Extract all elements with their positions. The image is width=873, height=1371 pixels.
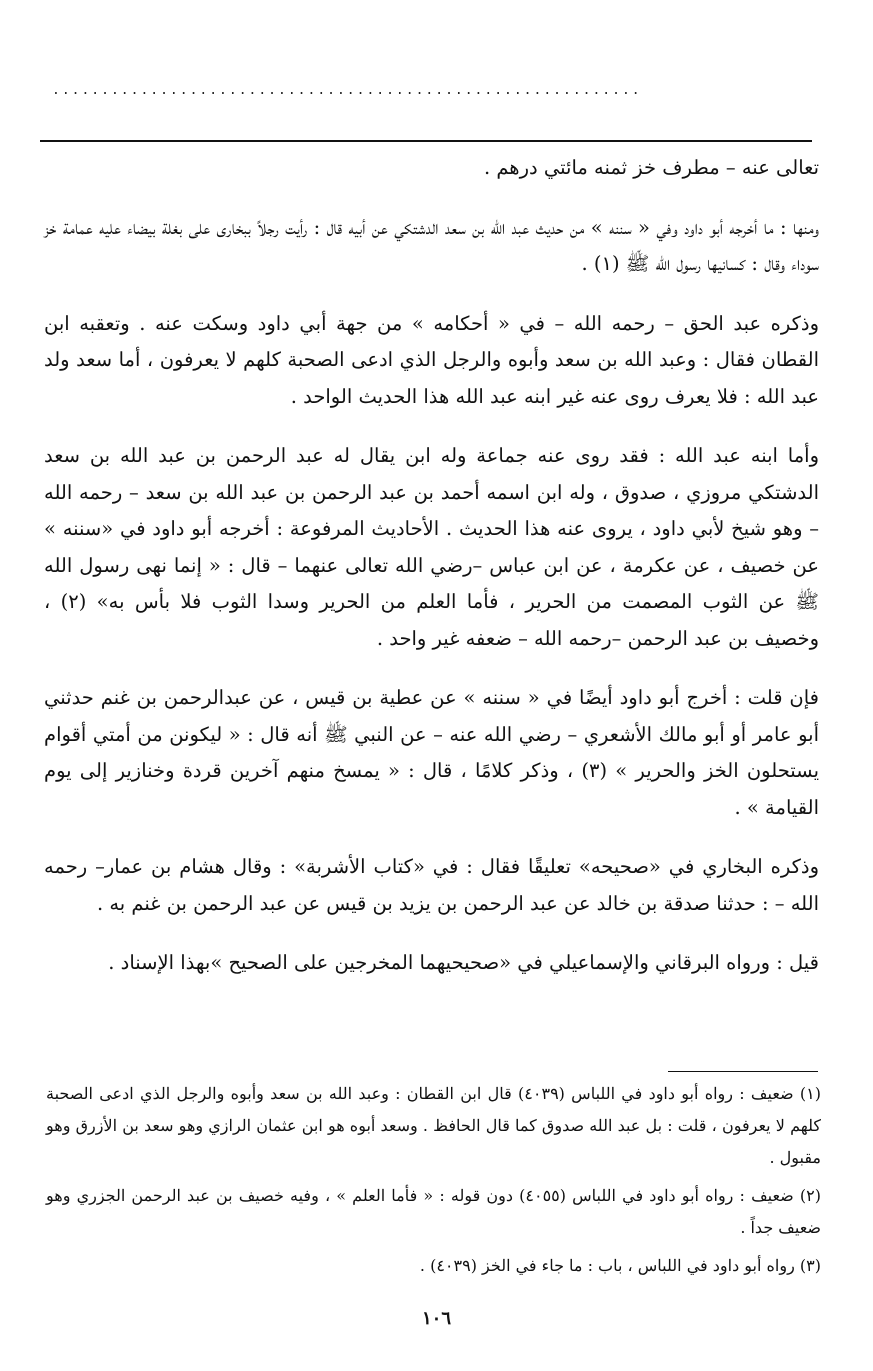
- paragraph-7: قيل : ورواه البرقاني والإسماعيلي في «صحيحيهما المخرجين على الصحيح »بهذا الإسناد .: [108, 951, 819, 974]
- main-text: [44, 150, 819, 1005]
- paragraph-1: تعالى عنه – مطرف خز ثمنه مائتي درهم .: [483, 156, 819, 179]
- header-dotted-line: ............................................................: [52, 83, 642, 98]
- page-number: ١٠٦: [421, 1308, 451, 1329]
- paragraph-2: ومنها : ما أخرجه أبو داود وفي « سننه » من حديث عبد الله بن سعد الدشتكي عن أبيه قال : رأيت رجلاً ببخارى على بغلة بيضاء عليه عمامة خز سوداء وقال : كسانيها رسول الله ﷺ (١) .: [44, 215, 819, 275]
- header-rule: [40, 140, 812, 142]
- footnotes: [46, 1078, 821, 1288]
- footnote-3: (٣) رواه أبو داود في اللباس ، باب : ما جاء في الخز (٤٠٣٩) .: [419, 1256, 821, 1275]
- paragraph-6: وذكره البخاري في «صحيحه» تعليقًا فقال : في «كتاب الأشربة» : وقال هشام بن عمار– رحمه الله – : حدثنا صدقة بن خالد عن عبد الرحمن بن يزيد بن قيس عن عبد الرحمن بن غنم به .: [44, 855, 819, 915]
- footnote-separator: [668, 1071, 818, 1072]
- paragraph-3: وذكره عبد الحق – رحمه الله – في « أحكامه » من جهة أبي داود وسكت عنه . وتعقبه ابن القطان فقال : وعبد الله بن سعد وأبوه والرجل الذي ادعى الصحبة كلهم لا يعرفون ، أما سعد ولد عبد الله : فلا يعرف روى عنه غير ابنه عبد الله هذا الحديث الواحد .: [44, 311, 819, 408]
- footnote-2: (٢) ضعيف : رواه أبو داود في اللباس (٤٠٥٥) دون قوله : « فأما العلم » ، وفيه خصيف بن عبد الرحمن الجزري وهو ضعيف جداً .: [46, 1186, 821, 1237]
- paragraph-4: وأما ابنه عبد الله : فقد روى عنه جماعة وله ابن يقال له عبد الرحمن بن عبد الله بن سعد الدشتكي مروزي ، صدوق ، وله ابن اسمه أحمد بن عبد الرحمن بن عبد الله بن سعد – رحمه الله – وهو شيخ لأبي داود ، يروى عنه هذا الحديث . الأحاديث المرفوعة : أخرجه أبو داود في «سننه » عن خصيف ، عن عكرمة ، عن ابن عباس –رضي الله تعالى عنهما – قال : « إنما نهى رسول الله ﷺ عن الثوب المصمت من الحرير ، فأما العلم من الحرير وسدا الثوب فلا بأس به» (٢) ، وخصيف بن عبد الرحمن –رحمه الله – ضعفه غير واحد .: [44, 444, 819, 650]
- footnote-1: (١) ضعيف : رواه أبو داود في اللباس (٤٠٣٩) قال ابن القطان : وعبد الله بن سعد وأبوه والرجل الذي ادعى الصحبة كلهم لا يعرفون ، قلت : بل عبد الله صدوق كما قال الحافظ . وسعد أبوه هو ابن عثمان الرازي وهو سعد بن الأزرق وهو مقبول .: [46, 1084, 821, 1167]
- paragraph-5: فإن قلت : أخرج أبو داود أيضًا في « سننه » عن عطية بن قيس ، عن عبدالرحمن بن غنم حدثني أبو عامر أو أبو مالك الأشعري – رضي الله عنه – عن النبي ﷺ أنه قال : « ليكونن من أمتي أقوام يستحلون الخز والحرير » (٣) ، وذكر كلامًا ، قال : « يمسخ منهم آخرين قردة وخنازير إلى يوم القيامة » .: [44, 686, 819, 819]
